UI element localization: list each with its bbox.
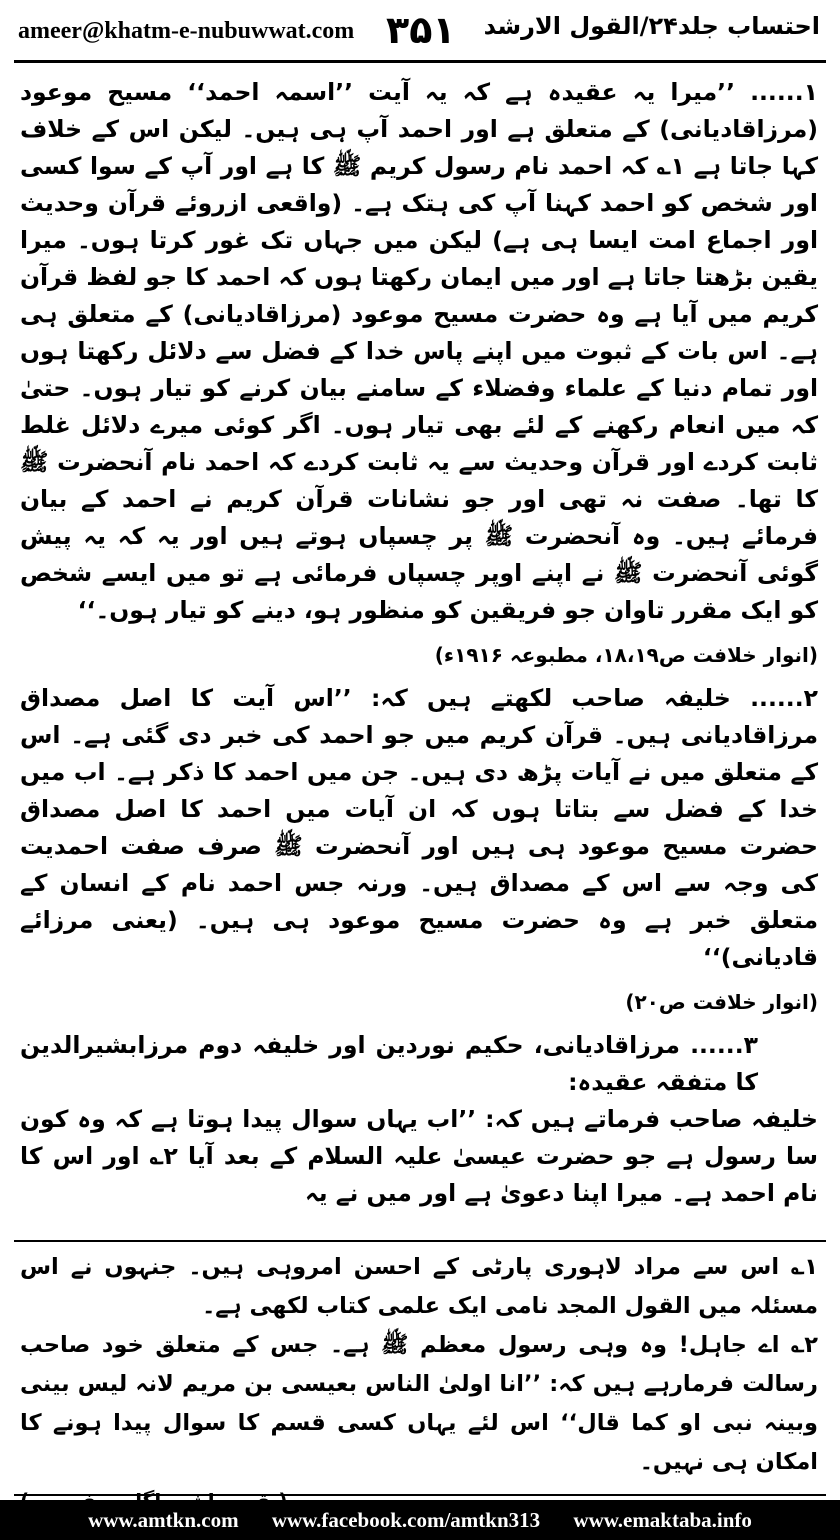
footnote-1: ۱؎ اس سے مراد لاہوری پارٹی کے احسن امروہی ہیں۔ جنہوں نے اس مسئلہ میں القول المجد نامی ایک علمی کتاب لکھی ہے۔ [20, 1254, 818, 1319]
paragraph-3-heading: ۳...... مرزاقادیانی، حکیم نوردین اور خلیفہ دوم مرزابشیرالدین کا متفقہ عقیدہ: [20, 1031, 758, 1096]
footer-link-amtkn[interactable]: www.amtkn.com [88, 1508, 239, 1532]
main-text [20, 74, 818, 1212]
paragraph-3: خلیفہ صاحب فرماتے ہیں کہ: ’’اب یہاں سوال پیدا ہوتا ہے کہ وہ کون سا رسول ہے جو حضرت عیسیٰ علیہ السلام کے بعد آیا ۲؎ اور اس کا نام احمد ہے۔ میرا اپنا دعویٰ ہے اور میں نے یہ [20, 1105, 818, 1207]
footnote-2: ۲؎ اے جاہل! وہ وہی رسول معظم ﷺ ہے۔ جس کے متعلق خود صاحب رسالت فرمارہے ہیں کہ: ’’انا اولیٰ الناس بعیسی بن مریم لانہ لیس بینی وبینہ نبی او کما قال‘‘ اس لئے یہاں کسی قسم کا سوال پیدا ہونے کا امکان ہی نہیں۔ [20, 1332, 818, 1475]
reference-1: (انوار خلافت ص۱۸،۱۹، مطبوعہ ۱۹۱۶ء) [434, 643, 818, 667]
footer-link-emaktaba[interactable]: www.emaktaba.info [573, 1508, 752, 1532]
page-footer [0, 1500, 840, 1540]
paragraph-2: ۲...... خلیفہ صاحب لکھتے ہیں کہ: ’’اس آیت کا اصل مصداق مرزاقادیانی ہیں۔ قرآن کریم میں جو احمد کی خبر دی گئی ہے۔ اس کے متعلق میں نے آیات پڑھ دی ہیں۔ جن میں احمد کا ذکر ہے۔ اب میں خدا کے فضل سے بتاتا ہوں کہ ان آیات میں احمد کا اصل مصداق حضرت مسیح موعود ہی ہیں اور آنحضرت ﷺ صرف صفت احمدیت کی وجہ سے اس کے مصداق ہیں۔ ورنہ جس احمد نام کے انسان کے متعلق خبر ہے وہ حضرت مسیح موعود ہی ہیں۔ (یعنی مرزائے قادیانی)‘‘ [20, 684, 818, 971]
header-email: ameer@khatm-e-nubuwwat.com [18, 18, 355, 44]
reference-2: (انوار خلافت ص۲۰) [625, 990, 818, 1014]
footer-rule [14, 1494, 826, 1496]
page-number: ۳۵۱ [386, 8, 456, 52]
book-title: احتساب جلد۲۴/القول الارشد [483, 12, 820, 40]
footer-link-facebook[interactable]: www.facebook.com/amtkn313 [271, 1508, 541, 1532]
paragraph-1: ۱...... ’’میرا یہ عقیدہ ہے کہ یہ آیت ’’اسمہ احمد‘‘ مسیح موعود (مرزاقادیانی) کے متعلق ہے اور احمد آپ ہی ہیں۔ لیکن اس کے خلاف کہا جاتا ہے ۱؎ کہ احمد نام رسول کریم ﷺ کا ہے اور آپ کے سوا کسی اور شخص کو احمد کہنا آپ کی ہتک ہے۔ (واقعی ازروئے قرآن وحدیث اور اجماع امت ایسا ہی ہے) لیکن میں جہاں تک غور کرتا ہوں۔ میرا یقین بڑھتا جاتا ہے اور میں ایمان رکھتا ہوں کہ احمد کا جو لفظ قرآن کریم میں آیا ہے وہ حضرت مسیح موعود (مرزاقادیانی) کے متعلق ہی ہے۔ اس بات کے ثبوت میں اپنے پاس خدا کے فضل سے دلائل رکھتا ہوں اور تمام دنیا کے علماء وفضلاء کے سامنے بیان کرنے کو تیار ہوں۔ حتیٰ کہ میں انعام رکھنے کے لئے بھی تیار ہوں۔ اگر کوئی میرے دلائل غلط ثابت کردے اور قرآن وحدیث سے یہ ثابت کردے کہ احمد نام آنحضرت ﷺ کا تھا۔ صفت نہ تھی اور جو نشانات قرآن کریم نے احمد کے بیان فرمائے ہیں۔ وہ آنحضرت ﷺ پر چسپاں ہوتے ہیں اور یہ کہ یہ پیش گوئی آنحضرت ﷺ نے اپنے اوپر چسپاں فرمائی ہے تو میں ایسے شخص کو ایک مقرر تاوان جو فریقین کو منظور ہو، دینے کو تیار ہوں۔‘‘ [20, 78, 818, 624]
footnotes [20, 1248, 818, 1521]
page-header [0, 0, 840, 62]
footnote-rule [14, 1240, 826, 1242]
header-rule [14, 60, 826, 63]
